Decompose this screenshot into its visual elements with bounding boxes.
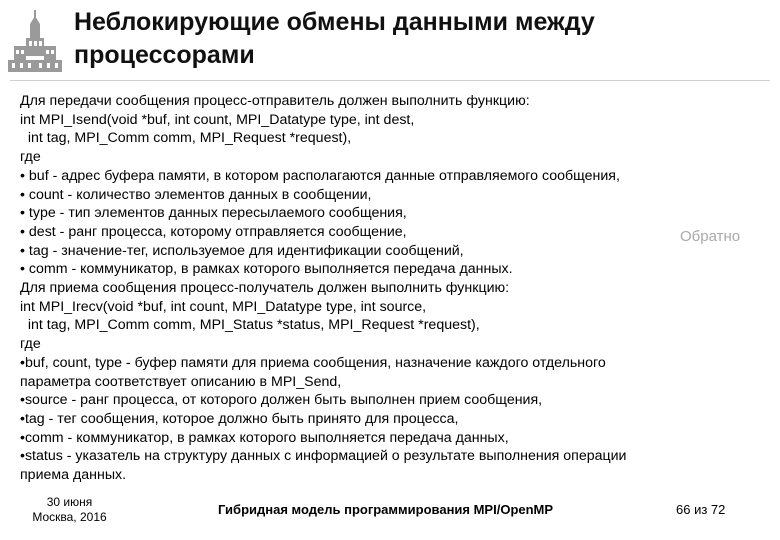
body-line: приема данных. [20,467,127,484]
body-line: •comm - коммуникатор, в рамках которого выполняется передача данных, [20,429,509,446]
body-line: • buf - адрес буфера памяти, в котором располагаются данные отправляемого сообщения, [20,167,620,184]
body-line: int tag, MPI_Comm comm, MPI_Request *request), [20,130,352,147]
body-line: где [20,149,41,166]
footer-date [22,495,117,525]
body-line: • tag - значение-тег, используемое для идентификации сообщений, [20,242,464,259]
body-line: int tag, MPI_Comm comm, MPI_Status *status, MPI_Request *request), [20,317,480,334]
body-line: •source - ранг процесса, от которого должен быть выполнен прием сообщения, [20,392,543,409]
body-line: •buf, count, type - буфер памяти для приема сообщения, назначение каждого отдельного [20,354,606,371]
body-line: • dest - ранг процесса, которому отправляется сообщение, [20,223,407,240]
back-link[interactable]: Обратно [680,228,741,245]
body-line: Для передачи сообщения процесс-отправитель должен выполнить функцию: [20,93,530,109]
body-line: параметра соответствует описанию в MPI_Send, [20,373,342,390]
body-line: •status - указатель на структуру данных с информацией о результате выполнения операции [20,448,627,465]
slide-title: Неблокирующие обмены данными между процессорами [74,8,595,69]
footer-city-line: Москва, 2016 [32,510,107,524]
body-line: •tag - тег сообщения, которое должно быть принято для процесса, [20,410,459,427]
body-line: int MPI_Irecv(void *buf, int count, MPI_Datatype type, int source, [20,298,427,315]
footer-title: Гибридная модель программирования MPI/OpenMP [218,502,554,517]
page-number: 66 из 72 [676,502,726,517]
title-divider [10,80,770,81]
footer-date-line: 30 июня [46,495,93,509]
body-line: • type - тип элементов данных пересылаемого сообщения, [20,205,407,222]
body-line: • comm - коммуникатор, в рамках которого выполняется передача данных. [20,261,513,278]
body-line: • count - количество элементов данных в сообщении, [20,186,372,203]
slide-body [20,92,772,485]
university-building-icon [8,10,62,76]
body-line: Для приема сообщения процесс-получатель должен выполнить функцию: [20,280,510,297]
body-line: int MPI_Isend(void *buf, int count, MPI_Datatype type, int dest, [20,111,415,128]
body-line: где [20,336,41,353]
